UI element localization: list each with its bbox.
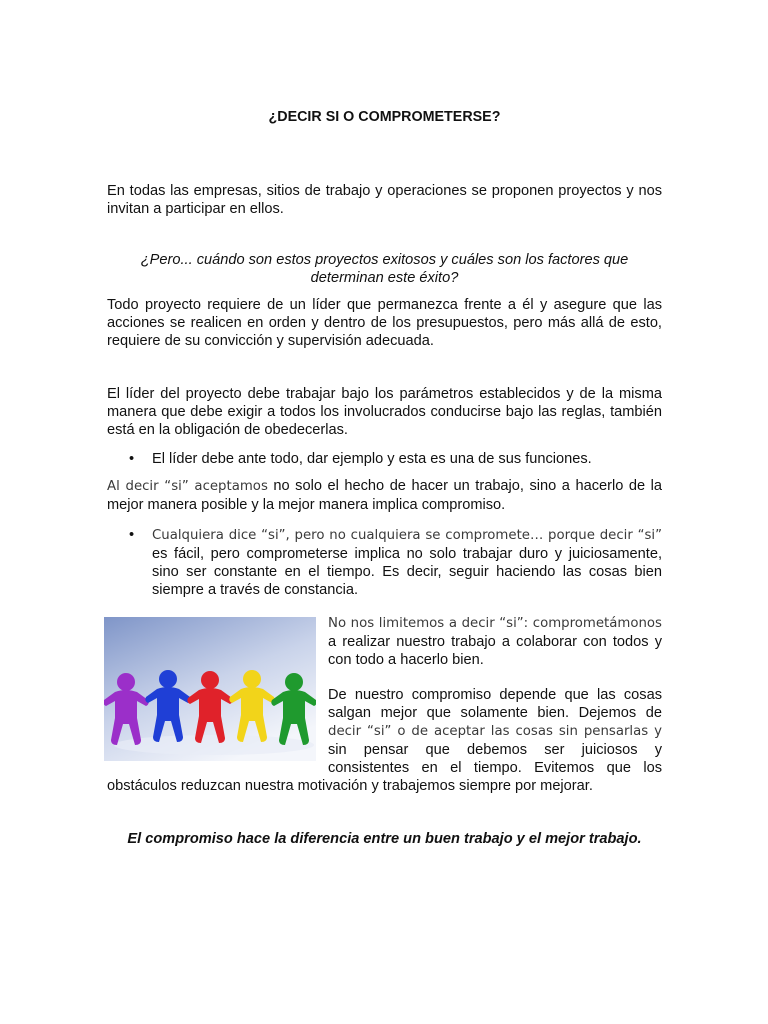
- depend-end-text: sin pensar que debemos ser juiciosos y consistentes en el tiempo. Evitemos que los obstáculos reduzcan nuestra motivación y trabajemos siempre por mejorar.: [107, 742, 662, 794]
- leader-paragraph: Todo proyecto requiere de un líder que permanezca frente a él y asegure que las acciones se realicen en orden y dentro de los presupuestos, pero más allá de esto, requiere de su convicción y supervisión adecuada.: [107, 297, 662, 349]
- bullet-text: El líder debe ante todo, dar ejemplo y esta es una de sus funciones.: [152, 451, 592, 467]
- closing-statement: El compromiso hace la diferencia entre un buen trabajo y el mejor trabajo.: [127, 831, 642, 847]
- bullet-rest-text: es fácil, pero comprometerse implica no solo trabajar duro y juiciosamente, sino ser constante en el tiempo. Es decir, seguir haciendo las cosas bien siempre a través de constancia.: [152, 546, 662, 598]
- intro-paragraph: En todas las empresas, sitios de trabajo y operaciones se proponen proyectos y nos invitan a participar en ellos.: [107, 183, 662, 217]
- limit-rest-text: a realizar nuestro trabajo a colaborar con todos y con todo a hacerlo bien.: [328, 634, 662, 668]
- parameters-paragraph: El líder del proyecto debe trabajar bajo los parámetros establecidos y de la misma manera que debe exigir a todos los involucrados conducirse bajo las reglas, también está en la obligación de obedecerlas.: [107, 386, 662, 438]
- document-title: ¿DECIR SI O COMPROMETERSE?: [268, 109, 501, 125]
- decir-paragraph: [107, 477, 662, 514]
- limit-alt-text: No nos limitemos a decir “si”: comprometámonos: [328, 616, 662, 631]
- question-paragraph: ¿Pero... cuándo son estos proyectos exitosos y cuáles son los factores que determinan este éxito?: [140, 252, 629, 286]
- paper-dolls-image: [104, 617, 316, 761]
- bullet-item-example: [129, 450, 662, 468]
- decir-alt-text: Al decir “si” aceptamos: [107, 479, 268, 494]
- depend-alt-text: decir “si” o de aceptar las cosas sin pensarlas y: [328, 724, 662, 739]
- bullet-list-1: [107, 450, 662, 468]
- bullet-list-2: [107, 526, 662, 599]
- bullet-alt-text: Cualquiera dice “si”, pero no cualquiera se compromete… porque decir “si”: [152, 528, 662, 543]
- document-body: [107, 108, 662, 848]
- bullet-item-commit: [129, 526, 662, 599]
- image-section: [0, 614, 662, 795]
- bullet-icon: •: [129, 451, 135, 467]
- bullet-icon: •: [129, 527, 135, 543]
- decir-rest-text: no solo el hecho de hacer un trabajo, sino a hacerlo de la mejor manera posible y la mejor manera implica compromiso.: [107, 478, 662, 513]
- depend-start-text: De nuestro compromiso depende que las cosas salgan mejor que solamente bien. Dejemos de: [328, 687, 662, 721]
